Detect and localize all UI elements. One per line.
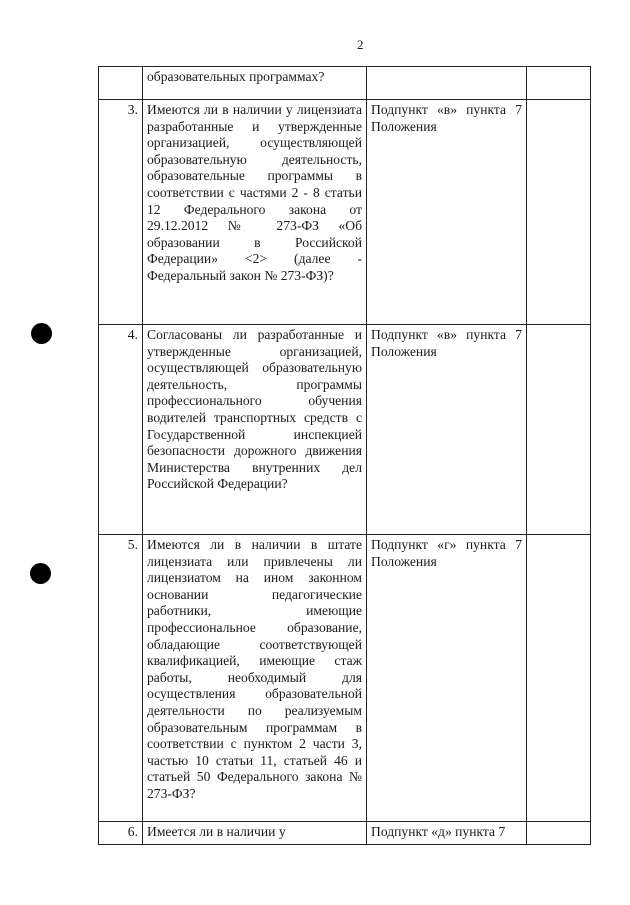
table-row bbox=[99, 67, 591, 100]
punch-hole-mark bbox=[31, 323, 52, 344]
table-row bbox=[99, 535, 591, 822]
reference-cell: Подпункт «д» пункта 7 bbox=[367, 822, 527, 845]
question-cell: Имеются ли в наличии в штате лицензиата или привлечены ли лицензиатом на ином законном основании педагогические работники, имеющие профессиональное образование, обладающие соответствующей квалификацией, имеющие стаж работы, необходимый для осуществления образовательной деятельности по реализуемым образовательным программам в соответствии с пунктом 2 части 3, частью 10 статьи 11, статьей 46 и статьей 50 Федерального закона № 273-ФЗ? bbox=[143, 535, 367, 822]
row-number: 6. bbox=[99, 822, 143, 845]
answer-cell bbox=[527, 100, 591, 325]
page-number: 2 bbox=[357, 37, 364, 52]
reference-cell: Подпункт «в» пункта 7 Положения bbox=[367, 325, 527, 535]
table-row bbox=[99, 822, 591, 845]
row-number bbox=[99, 67, 143, 100]
answer-cell bbox=[527, 325, 591, 535]
answer-cell bbox=[527, 67, 591, 100]
answer-cell bbox=[527, 822, 591, 845]
question-cell: Имеются ли в наличии у лицензиата разработанные и утвержденные организацией, осуществляющей образовательную деятельность, образовательные программы в соответствии с частями 2 - 8 статьи 12 Федерального закона от 29.12.2012 № 273-ФЗ «Об образовании в Российской Федерации» <2> (далее - Федеральный закон № 273-ФЗ)? bbox=[143, 100, 367, 325]
table-row bbox=[99, 325, 591, 535]
question-cell: Согласованы ли разработанные и утвержденные организацией, осуществляющей образовательную деятельность, программы профессионального обучения водителей транспортных средств с Государственной инспекцией безопасности дорожного движения Министерства внутренних дел Российской Федерации? bbox=[143, 325, 367, 535]
question-cell: образовательных программах? bbox=[143, 67, 367, 100]
row-number: 5. bbox=[99, 535, 143, 822]
reference-cell bbox=[367, 67, 527, 100]
row-number: 4. bbox=[99, 325, 143, 535]
table-row bbox=[99, 100, 591, 325]
question-cell: Имеется ли в наличии у bbox=[143, 822, 367, 845]
punch-hole-mark bbox=[30, 563, 51, 584]
row-number: 3. bbox=[99, 100, 143, 325]
reference-cell: Подпункт «в» пункта 7 Положения bbox=[367, 100, 527, 325]
answer-cell bbox=[527, 535, 591, 822]
checklist-table bbox=[98, 66, 591, 845]
reference-cell: Подпункт «г» пункта 7 Положения bbox=[367, 535, 527, 822]
